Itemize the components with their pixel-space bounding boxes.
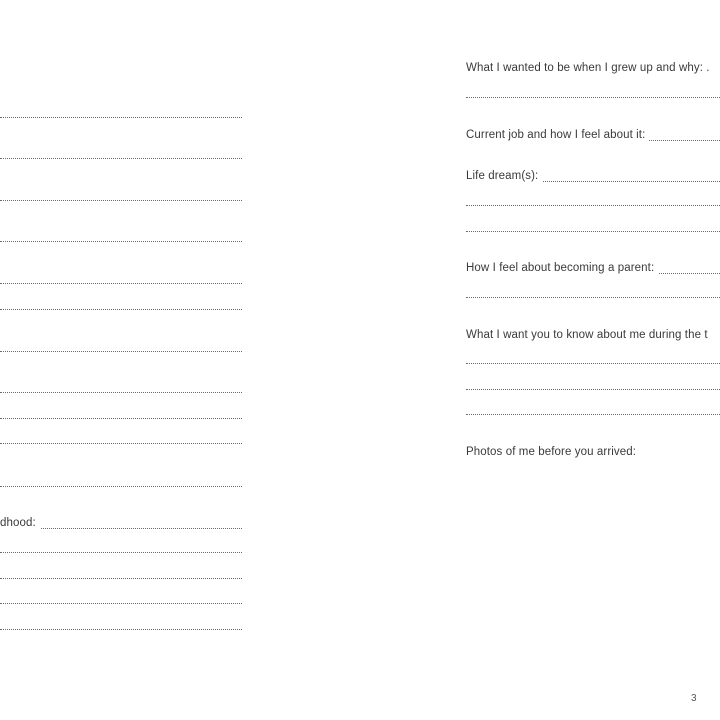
- answer-line: [0, 200, 242, 201]
- answer-line: [466, 297, 720, 298]
- answer-line: [0, 117, 242, 118]
- answer-line: [466, 389, 720, 390]
- answer-line: [0, 418, 242, 419]
- answer-line: [0, 603, 242, 604]
- answer-line: [0, 392, 242, 393]
- prompt-label-career-dream: What I wanted to be when I grew up and why: .: [466, 62, 714, 74]
- prompt-label-know-about-me: What I want you to know about me during the t: [466, 329, 712, 341]
- answer-line: [466, 205, 720, 206]
- prompt-label-becoming-parent: How I feel about becoming a parent:: [466, 262, 658, 274]
- answer-line: [0, 241, 242, 242]
- answer-line: [0, 158, 242, 159]
- answer-line: [0, 351, 242, 352]
- answer-line: [466, 231, 720, 232]
- answer-line: [466, 414, 720, 415]
- prompt-label-photos: Photos of me before you arrived:: [466, 446, 640, 458]
- answer-line: [0, 283, 242, 284]
- answer-line: [0, 443, 242, 444]
- answer-line: [0, 629, 242, 630]
- answer-line: [0, 552, 242, 553]
- prompt-label-life-dreams: Life dream(s):: [466, 170, 542, 182]
- answer-line: [0, 486, 242, 487]
- prompt-leader: [520, 181, 720, 182]
- prompt-leader: [36, 528, 242, 529]
- answer-line: [0, 309, 242, 310]
- answer-line: [0, 578, 242, 579]
- page-number: 3: [691, 693, 697, 704]
- answer-line: [466, 363, 720, 364]
- prompt-label-childhood: dhood:: [0, 517, 40, 529]
- answer-line: [466, 97, 720, 98]
- prompt-label-current-job: Current job and how I feel about it:: [466, 129, 649, 141]
